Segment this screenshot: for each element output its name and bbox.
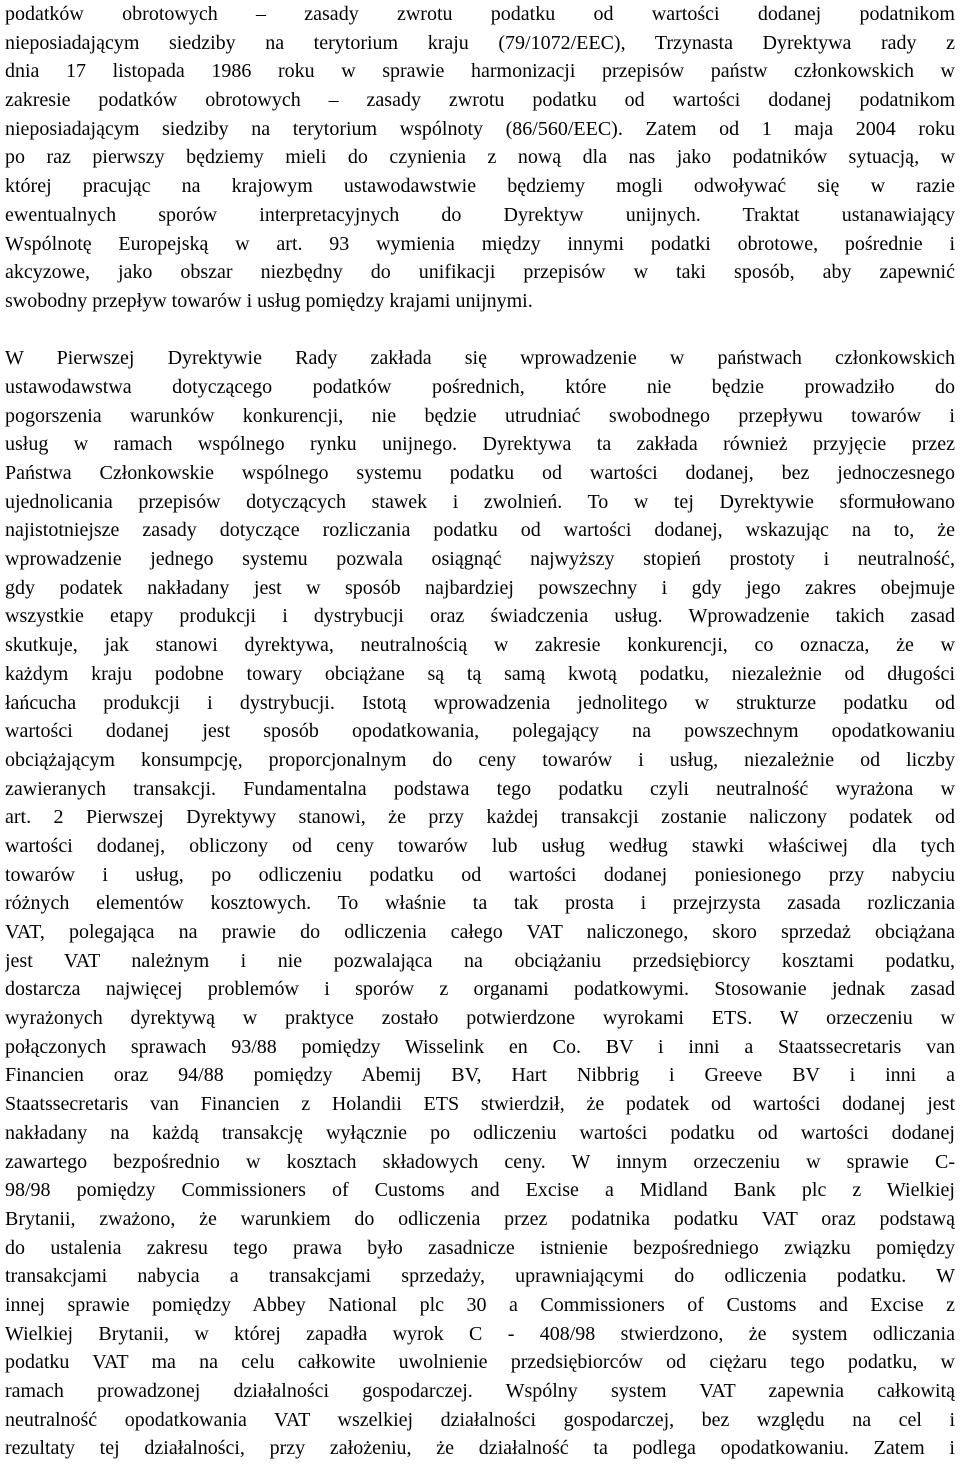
text-line: ujednolicania przepisów dotyczących stawek i zwolnień. To w tej Dyrektywie sformułowano bbox=[5, 490, 955, 513]
text-line: zawartego bezpośrednio w kosztach składowych ceny. W innym orzeczeniu w sprawie C- bbox=[5, 1150, 955, 1173]
text-line: najistotniejsze zasady dotyczące rozliczania podatku od wartości dodanej, wskazując na to, że bbox=[5, 519, 955, 542]
text-line: podatku VAT ma na celu całkowite uwolnienie przedsiębiorców od ciężaru tego podatku, w bbox=[5, 1351, 955, 1374]
text-line: rezultaty tej działalności, przy założeniu, że działalność ta podlega opodatkowaniu. Zatem i bbox=[5, 1437, 955, 1460]
text-line: której pracując na krajowym ustawodawstwie będziemy mogli odwoływać się w razie bbox=[5, 175, 955, 198]
text-line: neutralność opodatkowania VAT wszelkiej działalności gospodarczej, bez względu na cel i bbox=[5, 1408, 955, 1431]
paragraph-2 bbox=[5, 344, 955, 1463]
text-line: swobodny przepływ towarów i usług pomiędzy krajami unijnymi. bbox=[5, 289, 533, 312]
text-line: łańcucha produkcji i dystrybucji. Istotą wprowadzenia jednolitego w strukturze podatku od bbox=[5, 691, 955, 714]
text-line: ewentualnych sporów interpretacyjnych do Dyrektyw unijnych. Traktat ustanawiający bbox=[5, 203, 955, 226]
text-line: pogorszenia warunków konkurencji, nie będzie utrudniać swobodnego przepływu towarów i bbox=[5, 404, 955, 427]
text-line: art. 2 Pierwszej Dyrektywy stanowi, że przy każdej transakcji zostanie naliczony podatek od bbox=[5, 806, 955, 829]
text-line: ustawodawstwa dotyczącego podatków pośrednich, które nie będzie prowadziło do bbox=[5, 375, 955, 398]
text-line: ramach prowadzonej działalności gospodarczej. Wspólny system VAT zapewnia całkowitą bbox=[5, 1380, 955, 1402]
text-line: Brytanii, zważono, że warunkiem do odliczenia przez podatnika podatku VAT oraz podstawą bbox=[5, 1207, 955, 1230]
text-line: VAT, polegająca na prawie do odliczenia całego VAT naliczonego, skoro sprzedaż obciążana bbox=[5, 921, 955, 943]
text-line: Wspólnotę Europejską w art. 93 wymienia między innymi podatki obrotowe, pośrednie i bbox=[5, 232, 955, 255]
text-line: jest VAT należnym i nie pozwalająca na obciążaniu przedsiębiorcy kosztami podatku, bbox=[5, 949, 955, 972]
text-line: wartości dodanej, obliczony od ceny towarów lub usług według stawki właściwej dla tych bbox=[5, 834, 955, 857]
text-line: W Pierwszej Dyrektywie Rady zakłada się wprowadzenie w państwach członkowskich bbox=[5, 347, 955, 370]
text-line: wartości dodanej jest sposób opodatkowania, polegający na powszechnym opodatkowaniu bbox=[5, 720, 955, 743]
text-line: transakcjami nabycia a transakcjami sprzedaży, uprawniającymi do odliczenia podatku. W bbox=[5, 1265, 955, 1288]
text-line: nakładany na każdą transakcję wyłącznie po odliczeniu wartości podatku od wartości dodanej bbox=[5, 1121, 955, 1144]
text-line: dostarcza najwięcej problemów i sporów z organami podatkowymi. Stosowanie jednak zasad bbox=[5, 978, 955, 1001]
text-line: połączonych sprawach 93/88 pomiędzy Wisselink en Co. BV i inni a Staatssecretaris van bbox=[5, 1035, 955, 1058]
text-line: wszystkie etapy produkcji i dystrybucji oraz świadczenia usług. Wprowadzenie takich zasad bbox=[5, 605, 955, 628]
text-line: po raz pierwszy będziemy mieli do czynienia z nową dla nas jako podatników sytuacją, w bbox=[5, 146, 955, 169]
text-line: wprowadzenie jednego systemu pozwala osiągnąć najwyższy stopień prostoty i neutralność, bbox=[5, 548, 955, 571]
text-line: zawieranych transakcji. Fundamentalna podstawa tego podatku czyli neutralność wyrażona w bbox=[5, 777, 955, 800]
text-line: Wielkiej Brytanii, w której zapadła wyrok C - 408/98 stwierdzono, że system odliczania bbox=[5, 1322, 955, 1345]
text-line: obciążającym konsumpcję, proporcjonalnym do ceny towarów i usług, niezależnie od liczby bbox=[5, 748, 955, 771]
text-line: dnia 17 listopada 1986 roku w sprawie harmonizacji przepisów państw członkowskich w bbox=[5, 60, 955, 83]
text-line: usług w ramach wspólnego rynku unijnego. Dyrektywa ta zakłada również przyjęcie przez bbox=[5, 433, 955, 456]
text-line: Państwa Członkowskie wspólnego systemu podatku od wartości dodanej, bez jednoczesnego bbox=[5, 462, 955, 484]
text-line: gdy podatek nakładany jest w sposób najbardziej powszechny i gdy jego zakres obejmuje bbox=[5, 576, 955, 599]
text-line: do ustalenia zakresu tego prawa było zasadnicze istnienie bezpośredniego związku pomiędzy bbox=[5, 1236, 955, 1259]
text-line: różnych elementów kosztowych. To właśnie ta tak prosta i przejrzysta zasada rozliczania bbox=[5, 892, 955, 915]
text-line: 98/98 pomiędzy Commissioners of Customs and Excise a Midland Bank plc z Wielkiej bbox=[5, 1179, 955, 1202]
text-line: akcyzowe, jako obszar niezbędny do unifikacji przepisów w taki sposób, aby zapewnić bbox=[5, 261, 955, 284]
paragraph-1 bbox=[5, 0, 955, 316]
text-line: towarów i usług, po odliczeniu podatku od wartości dodanej poniesionego przy nabyciu bbox=[5, 863, 955, 886]
text-line: wyrażonych dyrektywą w praktyce zostało potwierdzone wyrokami ETS. W orzeczeniu w bbox=[5, 1007, 955, 1030]
text-line: zakresie podatków obrotowych – zasady zwrotu podatku od wartości dodanej podatnikom bbox=[5, 89, 955, 112]
text-line: Staatssecretaris van Financien z Holandii ETS stwierdził, że podatek od wartości dodanej jest bbox=[5, 1093, 955, 1116]
text-line: podatków obrotowych – zasady zwrotu podatku od wartości dodanej podatnikom bbox=[5, 3, 955, 25]
text-line: nieposiadającym siedziby na terytorium wspólnoty (86/560/EEC). Zatem od 1 maja 2004 roku bbox=[5, 117, 955, 140]
paragraph-gap bbox=[5, 316, 955, 345]
text-line: skutkuje, jak stanowi dyrektywa, neutralnością w zakresie konkurencji, co oznacza, że w bbox=[5, 634, 955, 657]
text-line: każdym kraju podobne towary obciążane są tą samą kwotą podatku, niezależnie od długości bbox=[5, 662, 955, 685]
text-line: Financien oraz 94/88 pomiędzy Abemij BV, Hart Nibbrig i Greeve BV i inni a bbox=[5, 1064, 955, 1087]
text-line: innej sprawie pomiędzy Abbey National plc 30 a Commissioners of Customs and Excise z bbox=[5, 1293, 955, 1316]
document-page bbox=[5, 0, 955, 1463]
text-line: nieposiadającym siedziby na terytorium kraju (79/1072/EEC), Trzynasta Dyrektywa rady z bbox=[5, 31, 955, 54]
